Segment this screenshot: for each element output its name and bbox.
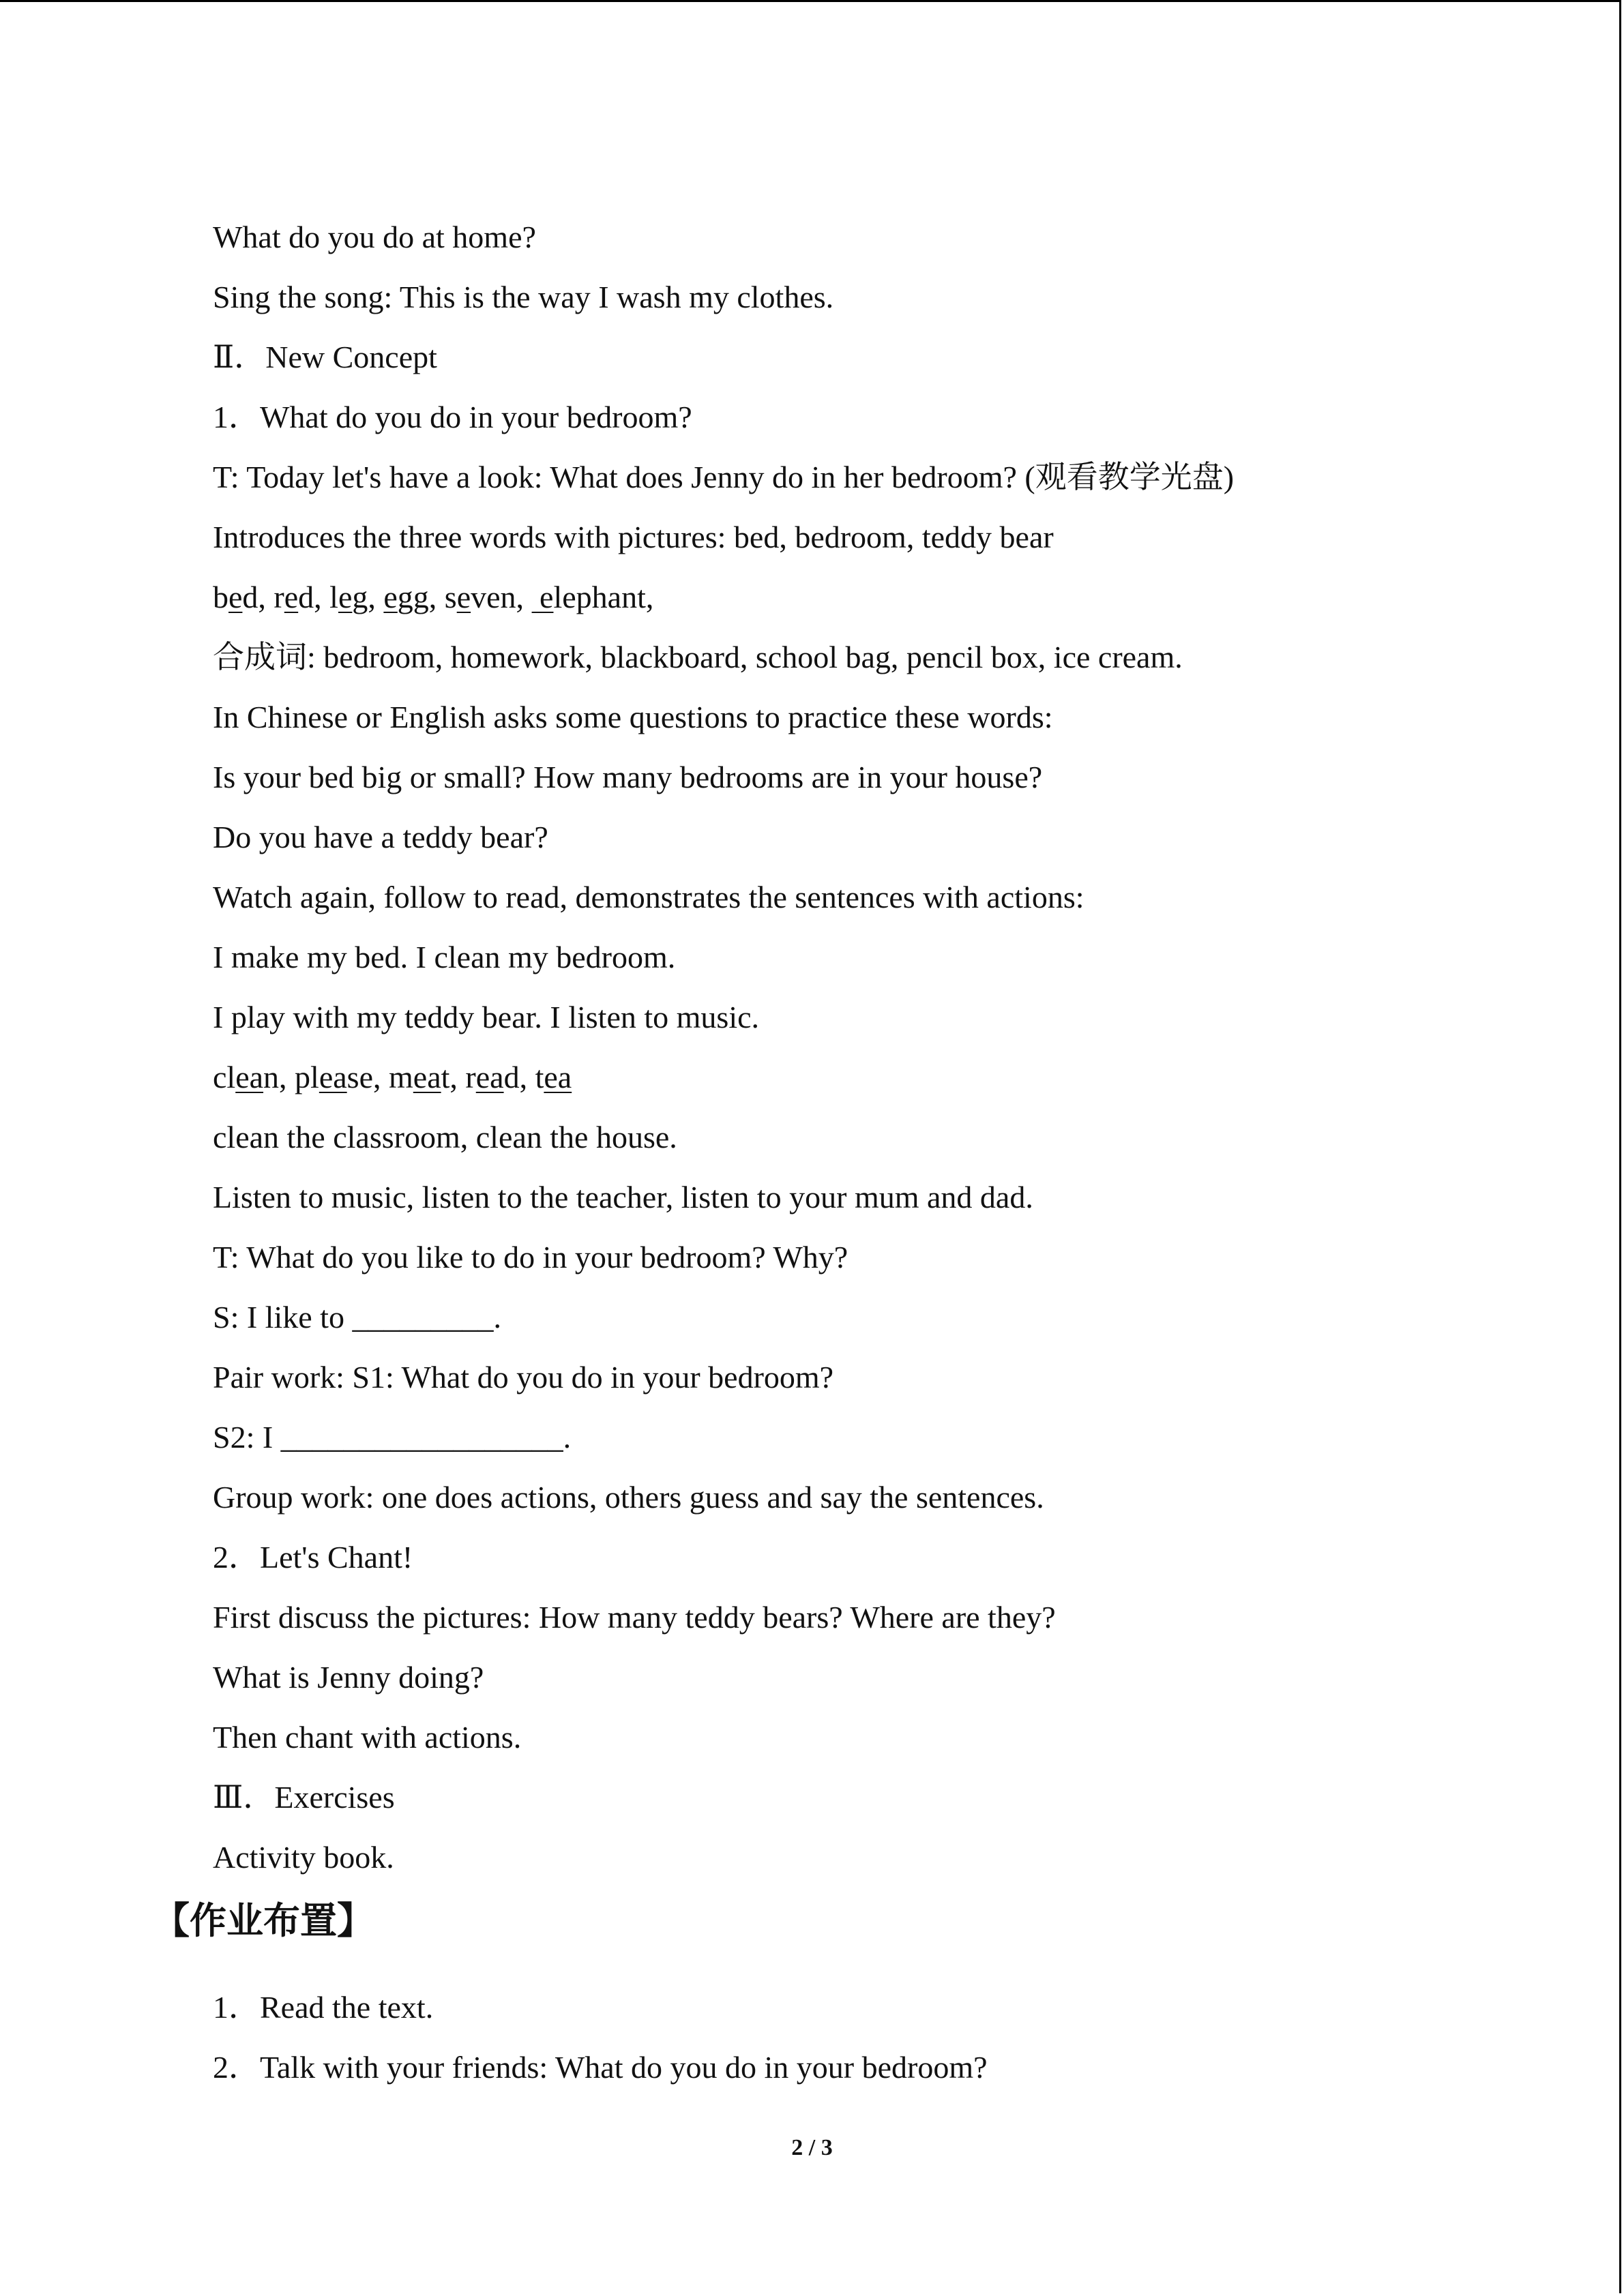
phonics-word: read	[465, 1060, 520, 1094]
text-line: 1．What do you do in your bedroom?	[213, 400, 692, 434]
text-line: Pair work: S1: What do you do in your bedroom?	[213, 1360, 834, 1395]
text-line: First discuss the pictures: How many teddy bears? Where are they?	[213, 1600, 1056, 1635]
phonics-word: tea	[535, 1060, 572, 1094]
text-line: S2: I __________________.	[213, 1420, 572, 1455]
text-line: Then chant with actions.	[213, 1720, 522, 1755]
text-line: Sing the song: This is the way I wash my clothes.	[213, 280, 834, 314]
text-line: I make my bed. I clean my bedroom.	[213, 940, 676, 974]
phonics-word: clean	[213, 1060, 280, 1094]
text-line: Do you have a teddy bear?	[213, 820, 548, 854]
underlined-letters: ea	[475, 1060, 504, 1094]
text-line: 2．Let's Chant!	[213, 1540, 413, 1575]
homework-heading: 【作业布置】	[153, 1899, 374, 1942]
text-line: I play with my teddy bear. I listen to music.	[213, 1000, 760, 1034]
phonics-word: bed	[213, 580, 259, 614]
underlined-letters: ea	[319, 1060, 347, 1094]
underlined-letters: e	[284, 580, 299, 614]
text-line: 合成词: bedroom, homework, blackboard, school bag, pencil box, ice cream.	[213, 640, 1183, 674]
underlined-letters: e	[531, 580, 554, 614]
phonics-word: leg	[329, 580, 368, 614]
text-line: Introduces the three words with pictures: bed, bedroom, teddy bear	[213, 520, 1054, 554]
text-line: Is your bed big or small? How many bedrooms are in your house?	[213, 760, 1043, 794]
text-line: clean the classroom, clean the house.	[213, 1120, 677, 1154]
phonics-word: meat	[389, 1060, 450, 1094]
phonics-word: please	[295, 1060, 373, 1094]
phonics-word: elephant	[531, 580, 646, 614]
text-line: In Chinese or English asks some questions to practice these words:	[213, 700, 1053, 734]
text-line: What do you do at home?	[213, 220, 536, 254]
text-line: T: What do you like to do in your bedroom? Why?	[213, 1240, 848, 1274]
underlined-letters: ea	[544, 1060, 572, 1094]
homework-item: 1．Read the text.	[213, 1990, 434, 2025]
phonics-word: egg	[383, 580, 429, 614]
text-line: Activity book.	[213, 1840, 394, 1875]
section-heading-new-concept: Ⅱ．New Concept	[213, 340, 437, 374]
text-line: Group work: one does actions, others guess and say the sentences.	[213, 1480, 1044, 1515]
homework-item: 2．Talk with your friends: What do you do in your bedroom?	[213, 2050, 988, 2085]
lesson-body	[213, 217, 1441, 1897]
underlined-letters: ea	[413, 1060, 441, 1094]
phonics-word: red	[274, 580, 314, 614]
text-line: What is Jenny doing?	[213, 1660, 484, 1695]
phonics-line-e: bed, red, leg, egg, seven, elephant,	[213, 580, 654, 614]
underlined-letters: ea	[235, 1060, 264, 1094]
underlined-letters: e	[338, 580, 353, 614]
text-line: Watch again, follow to read, demonstrates the sentences with actions:	[213, 880, 1084, 914]
phonics-line-ea: clean, please, meat, read, tea	[213, 1060, 572, 1094]
text-line: T: Today let's have a look: What does Jenny do in her bedroom? (观看教学光盘)	[213, 460, 1235, 494]
underlined-letters: e	[228, 580, 243, 614]
underlined-letters: e	[456, 580, 471, 614]
page-number: 2 / 3	[791, 2135, 833, 2160]
section-heading-exercises: Ⅲ．Exercises	[213, 1780, 395, 1815]
text-line: Listen to music, listen to the teacher, listen to your mum and dad.	[213, 1180, 1033, 1214]
text-line: S: I like to _________.	[213, 1300, 501, 1335]
homework-list	[213, 1987, 988, 2107]
underlined-letters: e	[383, 580, 398, 614]
phonics-word: seven	[444, 580, 516, 614]
